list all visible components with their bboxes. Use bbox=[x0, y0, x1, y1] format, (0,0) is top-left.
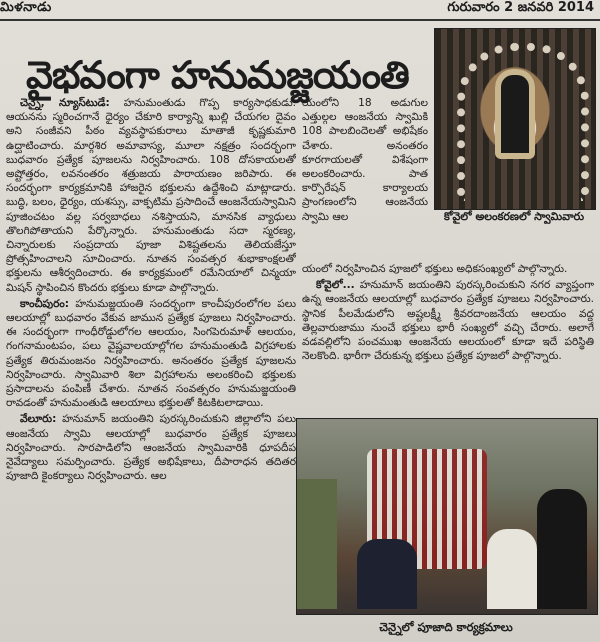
photo-figure bbox=[537, 489, 587, 609]
paragraph-continuation: యంలోని 18 అడుగుల ఎత్తుల్గల ఆంజనేయ స్వామికి 108 పాలబిందెలతో అభిషేకం చేశారు. అనంతరం కూరగాయలతో విశేషంగా అలంకరించారు. పాత కార్పొరేషన్ కార్యాలయ ప్రాంగణంలోని ఆంజనేయ స్వామి ఆల bbox=[302, 97, 428, 223]
article-column-right bbox=[302, 262, 594, 414]
photo-figure bbox=[357, 539, 417, 609]
section-label: మిళనాడు bbox=[0, 0, 52, 15]
photo-deity-decoration bbox=[434, 28, 596, 210]
header-rule bbox=[0, 19, 600, 21]
paragraph-vellore: వేలూరు: హనుమాన్ జయంతిని పురస్కరించుకుని జిల్లాలోని పలు ఆంజనేయ స్వామి ఆలయాల్లో బుధవారం ప్రత్యేక పూజలు నిర్వహించారు. సారపాడిలోని ఆంజనేయ స్వామివారికి ధూపదీప నైవేద్యాలు సమర్పించారు. ప్రత్యేక అభిషేకాలు, దీపారాధన తదితర పూజాది కైంకర్యాలు నిర్వహించారు. ఆల bbox=[6, 413, 296, 483]
paragraph-chennai: చెన్నై, న్యూస్‌టుడే: హనుమంతుడు గొప్ప కార్యసాధకుడు. ఆయనను స్మరించగానే ధైర్యం చేకూరి కార్యాన్ని ఖుల్లి చేయగల దైవం అని సంజీవని పీఠం వ్యవస్థాపకురాలు మాతాజీ కృష్ణకుమారి ఉద్ఘాటించారు. మార్గశిర అమావాస్య, మూలా నక్షత్రం సందర్భంగా బుధవారం ప్రత్యేక పూజలను నిర్వహించారు. 108 దోసకాయలతో అష్టోత్తరం, లవనంతరం శత్రుజయ పారాయణం జరిపారు. ఈ సందర్భంగా కార్యక్రమానికి హాజరైన భక్తులను ఉద్దేశించి మాట్లాడారు. బుద్ధి, బలం, ధైర్యం, యశస్సు, వాక్పటిమ ప్రసాదించే ఆంజనేయస్వామిని పూజించటం వల్ల సర్వబాధలు నశిస్తాయని, మానసిక వ్యాధులు తొలగిపోతాయని పేర్కొన్నారు. హనుమంతుడు సదా స్మరణ్య, చిన్నారులకు సంప్రదాయ పూజా విశిష్టతలను తెలియజేస్తూ ప్రోత్సహించాలని సూచించారు. నూతన సంవత్సర శుభాకాంక్షలతో భక్తులను ఆశీర్వదించారు. ఈ కార్యక్రమంలో రమేనియాలో చిన్మయా మిషన్ స్థాపించిన కొందరు భక్తులు కూడా పాల్గొన్నారు. bbox=[6, 97, 296, 294]
photo-caption-chennai: చెన్నైలో పూజాది కార్యక్రమాలు bbox=[379, 620, 513, 634]
photo-deity bbox=[495, 69, 535, 159]
article-column-middle bbox=[302, 96, 428, 256]
paragraph-continuation-2: యంలో నిర్వహించిన పూజలో భక్తులు అధికసంఖ్యలో పాల్గొన్నారు. bbox=[302, 263, 568, 275]
article-column-left bbox=[6, 96, 296, 636]
photo-caption-kovai: కోవైలో అలంకరణలో స్వామివారు bbox=[443, 210, 584, 223]
issue-date: గురువారం 2 జనవరి 2014 bbox=[447, 0, 594, 15]
photo-chennai-puja bbox=[296, 418, 598, 615]
headline: వైభవంగా హనుమజ్జయంతి bbox=[26, 52, 409, 97]
photo-figure bbox=[487, 529, 537, 609]
paragraph-kanchipuram: కాంచీపురం: హనుమజ్జయంతి సందర్భంగా కాంచీపురంలోగల పలు ఆలయాల్లో బుధవారం వేకువ జామున ప్రత్యేక పూజలు నిర్వహించారు. ఈ సందర్భంగా గాంధీరోడ్డులోగల ఆలయం, సింగపెరుమాళ్ ఆలయం, గంగనామంటపం, పలు వైష్ణవాలయాల్లోగల హనుమంతుడి విగ్రహాలకు ప్రత్యేక తిరుమంజనం నిర్వహించారు. అనంతరం ప్రత్యేక పూజలను నిర్వహించారు. స్వామివారి శిలా విగ్రహాలను అలంకరించి భక్తులకు ప్రసాదాలను పంపిణీ చేశారు. నూతన సంవత్సరం హనుమజ్జయంతి రావడంతో హనుమంతుడి ఆలయాలు భక్తులతో కిటకిటలాడాయి. bbox=[6, 297, 296, 410]
photo-figure bbox=[297, 479, 337, 609]
paragraph-kovai: కోవైలో... హనుమాన్ జయంతిని పురస్కరించుకుని నగర వ్యాప్తంగా ఉన్న ఆంజనేయ ఆలయాల్లో బుధవారం ప్రత్యేక పూజలు నిర్వహించారు. స్థానిక పీలమేడులోని అష్టలక్ష్మీ శ్రీవరదాంజనేయ ఆలయం వద్ద తెల్లవారుజాము నుంచే భక్తులు భారీ సంఖ్యలో వచ్చి చేరారు. అలాగే వడవల్లిలోని పంచముఖ ఆంజనేయ ఆలయంలో కూడా ఇదే పరిస్థితి నెలకొంది. భారీగా చేరుకున్న భక్తులు ప్రత్యేక పూజలో పాల్గొన్నారు. bbox=[302, 279, 594, 363]
